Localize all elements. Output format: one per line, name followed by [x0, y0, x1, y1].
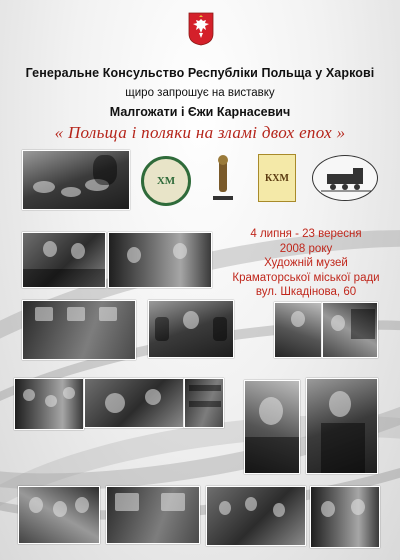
event-dates: 4 липня - 23 вересня	[250, 228, 362, 240]
photo-crowd	[310, 486, 380, 548]
logo-letters: ХМ	[156, 175, 176, 187]
photo-weightlifter	[148, 300, 234, 358]
photo-woman-with-plates	[22, 150, 130, 210]
photo-procession	[206, 486, 306, 546]
photo-gallery-interior	[22, 300, 136, 360]
logo-letters: КХМ	[265, 172, 289, 184]
photo-man-at-counter	[322, 302, 378, 358]
venue-address: вул. Шкадінова, 60	[255, 286, 357, 298]
photo-people-sitting	[108, 232, 212, 288]
photo-woman-portrait	[244, 380, 300, 474]
photo-shelves	[184, 378, 224, 428]
railway-logo-icon	[312, 155, 378, 201]
consulate-name: Генеральне Консульство Республіки Польща у Харкові	[25, 66, 375, 80]
photo-man-with-camera	[306, 378, 378, 474]
regional-museum-logo-icon	[203, 152, 243, 210]
photo-group-at-table	[22, 232, 106, 288]
photo-man-with-guitar	[274, 302, 322, 358]
photo-family	[18, 486, 100, 544]
exhibition-title: « Польща і поляки на зламі двох епох »	[54, 123, 346, 142]
museum-logo-icon	[141, 156, 191, 206]
photo-exhibition-room	[106, 486, 200, 544]
photo-crafts	[84, 378, 184, 428]
polish-eagle-emblem-icon	[188, 12, 214, 46]
event-details	[222, 227, 390, 300]
invitation-header	[0, 66, 400, 143]
venue-organization: Краматорської міської ради	[232, 271, 380, 284]
kramatorsk-museum-logo-icon	[258, 154, 296, 202]
venue-name: Художній музей	[264, 257, 348, 269]
photo-decorations	[14, 378, 84, 430]
invitation-text: щиро запрошує на виставку	[125, 87, 275, 99]
artists-names: Малгожати і Єжи Карнасевич	[109, 105, 291, 119]
event-year: 2008 року	[279, 242, 333, 255]
